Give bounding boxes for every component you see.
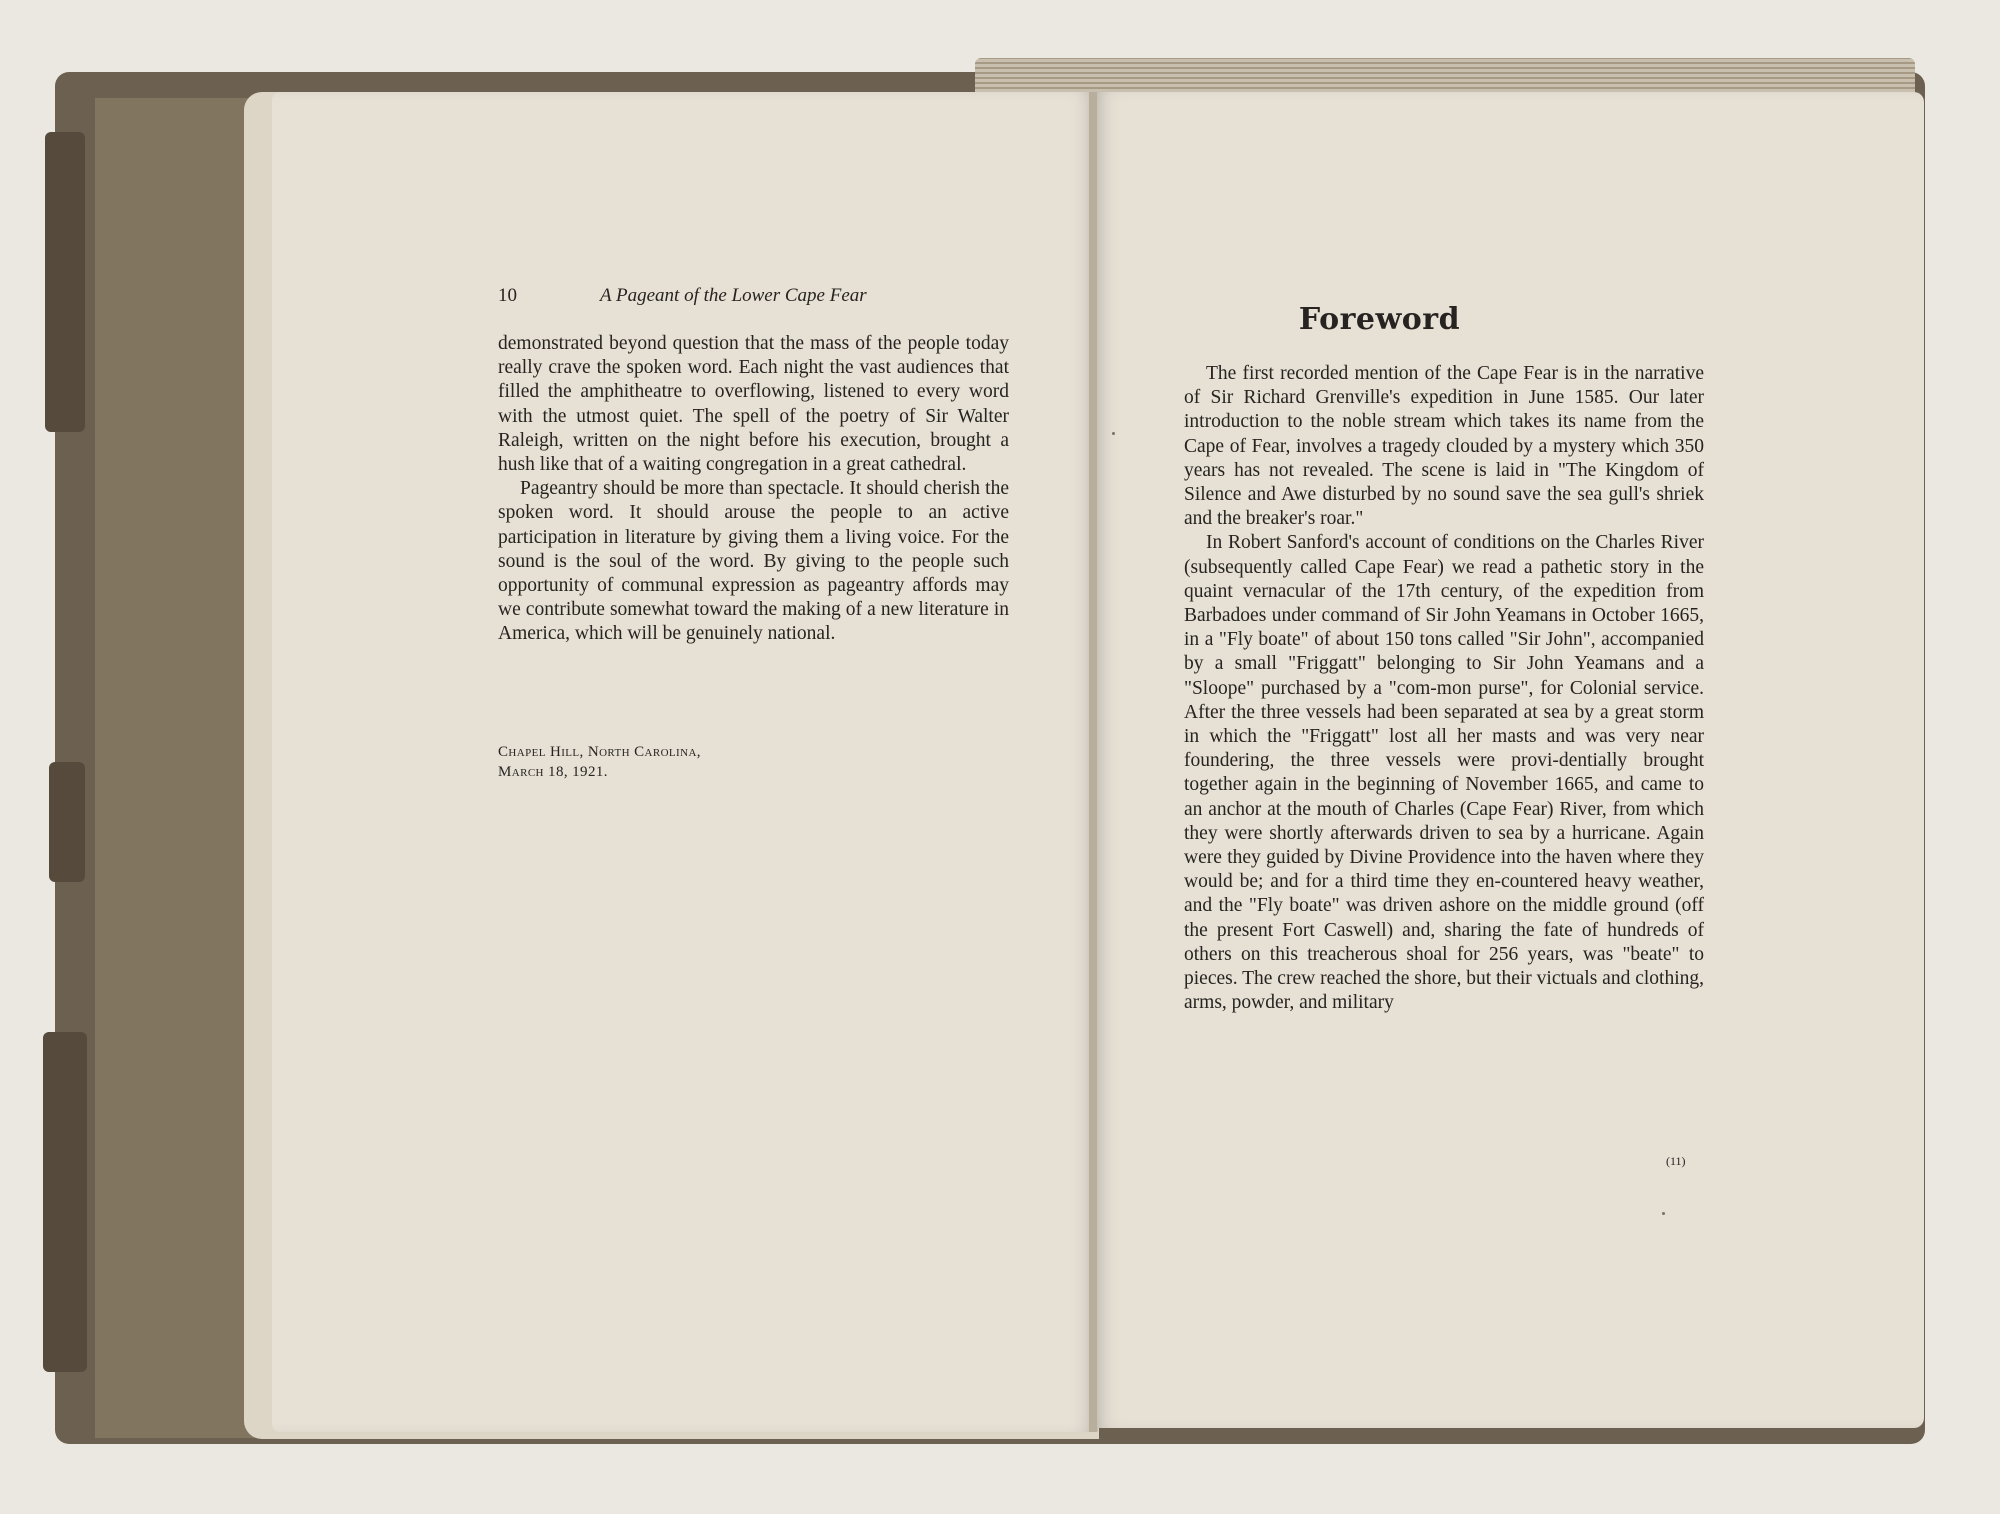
right-page xyxy=(1092,92,1924,1428)
left-body-text xyxy=(498,332,1009,647)
page-folio: (11) xyxy=(1666,1154,1686,1168)
torn-edge xyxy=(49,762,85,882)
left-page xyxy=(272,92,1098,1432)
book-gutter xyxy=(1089,92,1097,1432)
dateline xyxy=(498,742,701,782)
torn-edge xyxy=(43,1032,87,1372)
page-number: 10 xyxy=(498,285,517,306)
paragraph: Pageantry should be more than spectacle. It should cherish the spoken word. It should arouse the people to an active participation in literature by giving them a living voice. For the sound is the soul of the word. By giving to the people such opportunity of communal expression as pageantry affords may we contribute somewhat toward the making of a new literature in America, which will be genuinely national. xyxy=(498,478,1009,645)
paragraph: In Robert Sanford's account of conditions on the Charles River (subsequently called Cape Fear) we read a pathetic story in the quaint vernacular of the 17th century, of the expedition from Barbadoes under command of Sir John Yeamans in October 1665, in a "Fly boate" of about 150 tons called "Sir John", accompanied by a small "Friggatt" belonging to Sir John Yeamans and a "Sloope" purchased by a "com-mon purse", for Colonial service. After the three vessels had been separated at sea by a great storm in which the "Friggatt" lost all her masts and was very near foundering, the three vessels were provi-dentially brought together again in the beginning of November 1665, and came to an anchor at the mouth of Charles (Cape Fear) River, from which they were shortly afterwards driven to sea by a hurricane. Again were they guided by Divine Providence into the haven where they would be; and for a third time they en-countered heavy weather, and the "Fly boate" was driven ashore on the middle ground (off the present Fort Caswell) and, sharing the fate of hundreds of others on this treacherous shoal for 256 years, was "beate" to pieces. The crew reached the shore, but their victuals and clothing, arms, powder, and military xyxy=(1184,532,1704,1014)
paragraph: demonstrated beyond question that the mass of the people today really crave the spoken word. Each night the vast audiences that filled the amphitheatre to overflowing, listened to every word with the utmost quiet. The spell of the poetry of Sir Walter Raleigh, written on the night before his execution, brought a hush like that of a waiting congregation in a great cathedral. xyxy=(498,333,1009,476)
cover-inner-board xyxy=(95,98,255,1438)
dateline-place: Chapel Hill, North Carolina, xyxy=(498,744,701,760)
paragraph: The first recorded mention of the Cape Fear is in the narrative of Sir Richard Grenville's expedition in June 1585. Our later introduction to the noble stream which takes its name from the Cape of Fear, involves a tragedy clouded by a mystery which 350 years has not revealed. The scene is laid in "The Kingdom of Silence and Awe disturbed by no sound save the sea gull's shriek and the breaker's roar." xyxy=(1184,363,1704,530)
dateline-date: March 18, 1921. xyxy=(498,764,608,780)
paper-speck xyxy=(1662,1212,1665,1215)
right-body-text xyxy=(1184,362,1704,1015)
paper-speck xyxy=(1112,432,1115,435)
running-title: A Pageant of the Lower Cape Fear xyxy=(600,285,867,306)
torn-edge xyxy=(45,132,85,432)
section-heading: Foreword xyxy=(1298,302,1461,337)
